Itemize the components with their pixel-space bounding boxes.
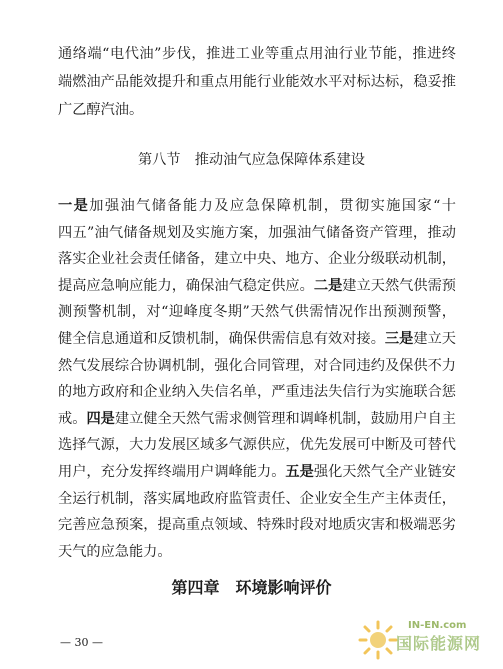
- chapter-heading: 第四章 环境影响评价: [171, 578, 332, 597]
- ordinal-marker: 三是: [384, 331, 414, 347]
- text-run: 落实企业社会责任储备，建立中央、地方、企业分级联动机制，: [58, 251, 456, 268]
- text-run: 健全信息通道和反馈机制，确保供需信息有效对接。: [58, 331, 385, 347]
- text-run: 建立天然气供需预: [342, 277, 456, 294]
- text-run: 测预警机制，对“迎峰度冬期”天然气供需情况作出预测预警，: [58, 304, 456, 321]
- text-run: 建立天: [413, 331, 456, 347]
- text-line: [58, 223, 456, 243]
- text-line: 广乙醇汽油。: [58, 102, 144, 118]
- text-line: [58, 249, 456, 269]
- text-line: [58, 435, 456, 455]
- ordinal-marker: 二是: [313, 277, 343, 294]
- watermark-name: 国际能源网: [396, 634, 482, 653]
- text-run: 建立健全天然气需求侧管理和调峰机制，鼓励用户自主: [114, 410, 456, 427]
- watermark-logo: [358, 618, 498, 664]
- text-line: [58, 329, 456, 349]
- text-run: 然气发展综合协调机制，强化合同管理，对合同违约及保供不力: [58, 357, 456, 374]
- text-line: [58, 196, 456, 216]
- text-line: [58, 489, 456, 509]
- text-run: 完善应急预案，提高重点领域、特殊时段对地质灾害和极端恶劣: [58, 517, 456, 534]
- text-run: 加强油气储备能力及应急保障机制，贯彻实施国家“十: [89, 198, 456, 214]
- text-line: [58, 542, 456, 562]
- text-line: [58, 382, 456, 402]
- text-line: [58, 409, 456, 429]
- page-number: — 30 —: [60, 636, 103, 649]
- text-run: 强化天然气全产业链安: [313, 464, 456, 480]
- text-line: 端燃油产品能效提升和重点用能行业能效水平对标达标，稳妥推: [58, 74, 456, 90]
- text-run: 的地方政府和企业纳入失信名单，严重违法失信行为实施联合惩: [58, 384, 456, 401]
- text-line: [58, 462, 456, 482]
- section-heading: 第八节 推动油气应急保障体系建设: [137, 152, 365, 168]
- text-line: [58, 356, 456, 376]
- text-line: [58, 302, 456, 322]
- text-run: 提高应急响应能力，确保油气稳定供应。: [58, 277, 314, 294]
- text-run: 四五”油气储备规划及实施方案，加强油气储备资产管理，推动: [58, 224, 456, 241]
- sun-logo-icon: [358, 618, 398, 662]
- text-run: 天气的应急能力。: [58, 543, 172, 560]
- text-line: [58, 276, 456, 296]
- text-run: 用户，充分发挥终端用户调峰能力。: [58, 464, 286, 480]
- watermark-url: IN-EN.com: [408, 620, 467, 631]
- text-line: 通络端“电代油”步伐，推进工业等重点用油行业节能，推进终: [58, 46, 456, 62]
- text-run: 戒。: [58, 410, 87, 427]
- text-line: [58, 515, 456, 535]
- ordinal-marker: 四是: [86, 410, 115, 427]
- text-run: 选择气源，大力发展区域多气源供应，优先发展可中断及可替代: [58, 437, 456, 454]
- text-run: 全运行机制，落实属地政府监管责任、企业安全生产主体责任，: [58, 490, 456, 507]
- ordinal-marker: 五是: [285, 464, 314, 480]
- ordinal-marker: 一是: [58, 198, 90, 214]
